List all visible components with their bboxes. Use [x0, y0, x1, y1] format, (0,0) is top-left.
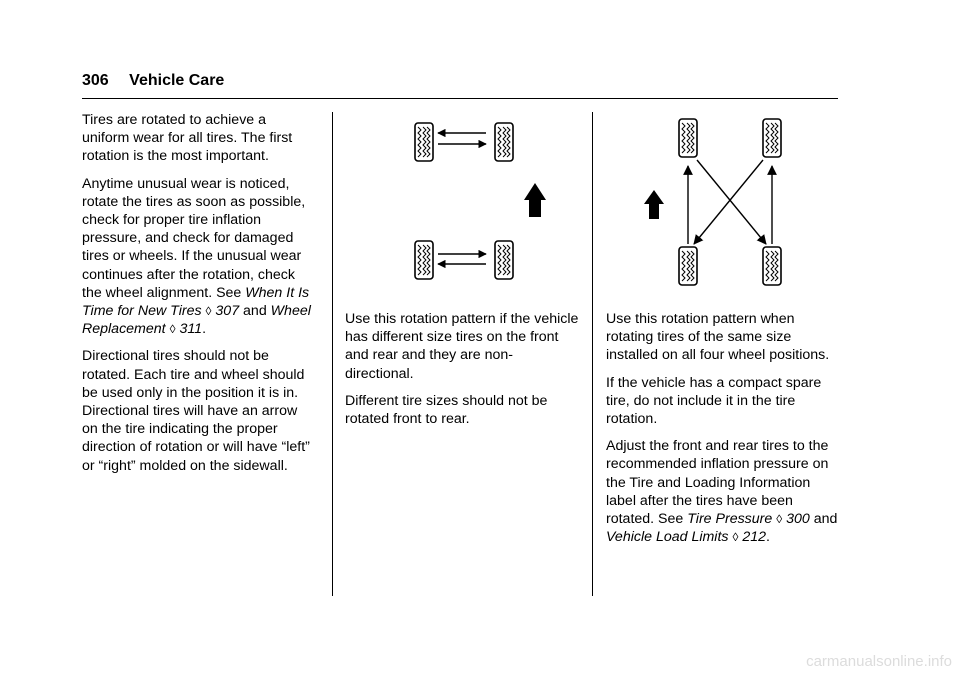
page-reference[interactable]: 300 — [786, 511, 810, 528]
watermark: carmanualsonline.info — [806, 653, 952, 670]
rotation-diagram-cross — [640, 112, 800, 292]
tire-icon — [415, 241, 433, 279]
rotation-arrow — [694, 160, 763, 244]
page-pointer-icon: ◊ — [732, 530, 739, 545]
cross-reference-link[interactable]: Tire Pressure — [687, 511, 773, 528]
forward-arrow-icon — [644, 190, 664, 219]
page-reference[interactable]: 307 — [215, 303, 240, 320]
page-pointer-icon: ◊ — [169, 322, 176, 337]
rotation-diagram-front-rear — [400, 112, 560, 292]
forward-arrow-icon — [524, 183, 546, 217]
paragraph: Use this rotation pattern when rotating tires of the same size installed on all four wheel positions. — [606, 311, 830, 364]
tire-icon — [763, 119, 781, 157]
tire-icon — [679, 119, 697, 157]
page-pointer-icon: ◊ — [776, 512, 783, 527]
tire-icon — [495, 123, 513, 161]
column-left — [82, 111, 314, 484]
paragraph: Use this rotation pattern if the vehicle has different size tires on the front and rear and they are non-directional. — [345, 311, 579, 382]
column-divider-right — [592, 112, 593, 596]
paragraph: Tires are rotated to achieve a uniform wear for all tires. The first rotation is the most important. — [82, 112, 293, 165]
paragraph: Directional tires should not be rotated. Each tire and wheel should be used only in the position it is in. Directional tires will have an arrow on the tire indicating the proper direction of rotation or will have “left” or “right” molded on the sidewall. — [82, 348, 310, 474]
column-right — [606, 310, 842, 555]
page-reference[interactable]: 311 — [179, 321, 203, 338]
paragraph: Different tire sizes should not be rotated front to rear. — [345, 392, 548, 428]
column-divider-left — [332, 112, 333, 596]
page-number: 306 — [82, 72, 109, 89]
column-middle — [345, 310, 581, 437]
tire-icon — [415, 123, 433, 161]
section-title: Vehicle Care — [129, 72, 225, 89]
page-header — [82, 72, 224, 90]
page-pointer-icon: ◊ — [205, 304, 212, 319]
paragraph: Anytime unusual wear is noticed, rotate the tires as soon as possible, check for proper tire inflation pressure, and check for damaged tires or wheels. If the unusual wear continues after the rotation, check the wheel alignment. See When It Is Time for New Tires ◊ 307 and Wheel Replacement ◊ 311. — [82, 175, 311, 338]
paragraph: If the vehicle has a compact spare tire, do not include it in the tire rotation. — [606, 374, 822, 428]
rotation-arrow — [697, 160, 766, 244]
cross-reference-link[interactable]: When It Is Time for New Tires — [82, 284, 310, 320]
cross-reference-link[interactable]: Vehicle Load Limits — [606, 529, 729, 546]
tire-icon — [763, 247, 781, 285]
cross-reference-link[interactable]: Wheel Replacement — [82, 303, 311, 338]
header-rule — [82, 98, 838, 99]
paragraph: Adjust the front and rear tires to the recommended inflation pressure on the Tire and Loading Information label after the tires have been rotated. See Tire Pressure ◊ 300 and Vehicle Load Limits ◊ 212. — [606, 438, 838, 546]
tire-icon — [679, 247, 697, 285]
tire-icon — [495, 241, 513, 279]
page-reference[interactable]: 212 — [742, 529, 767, 546]
